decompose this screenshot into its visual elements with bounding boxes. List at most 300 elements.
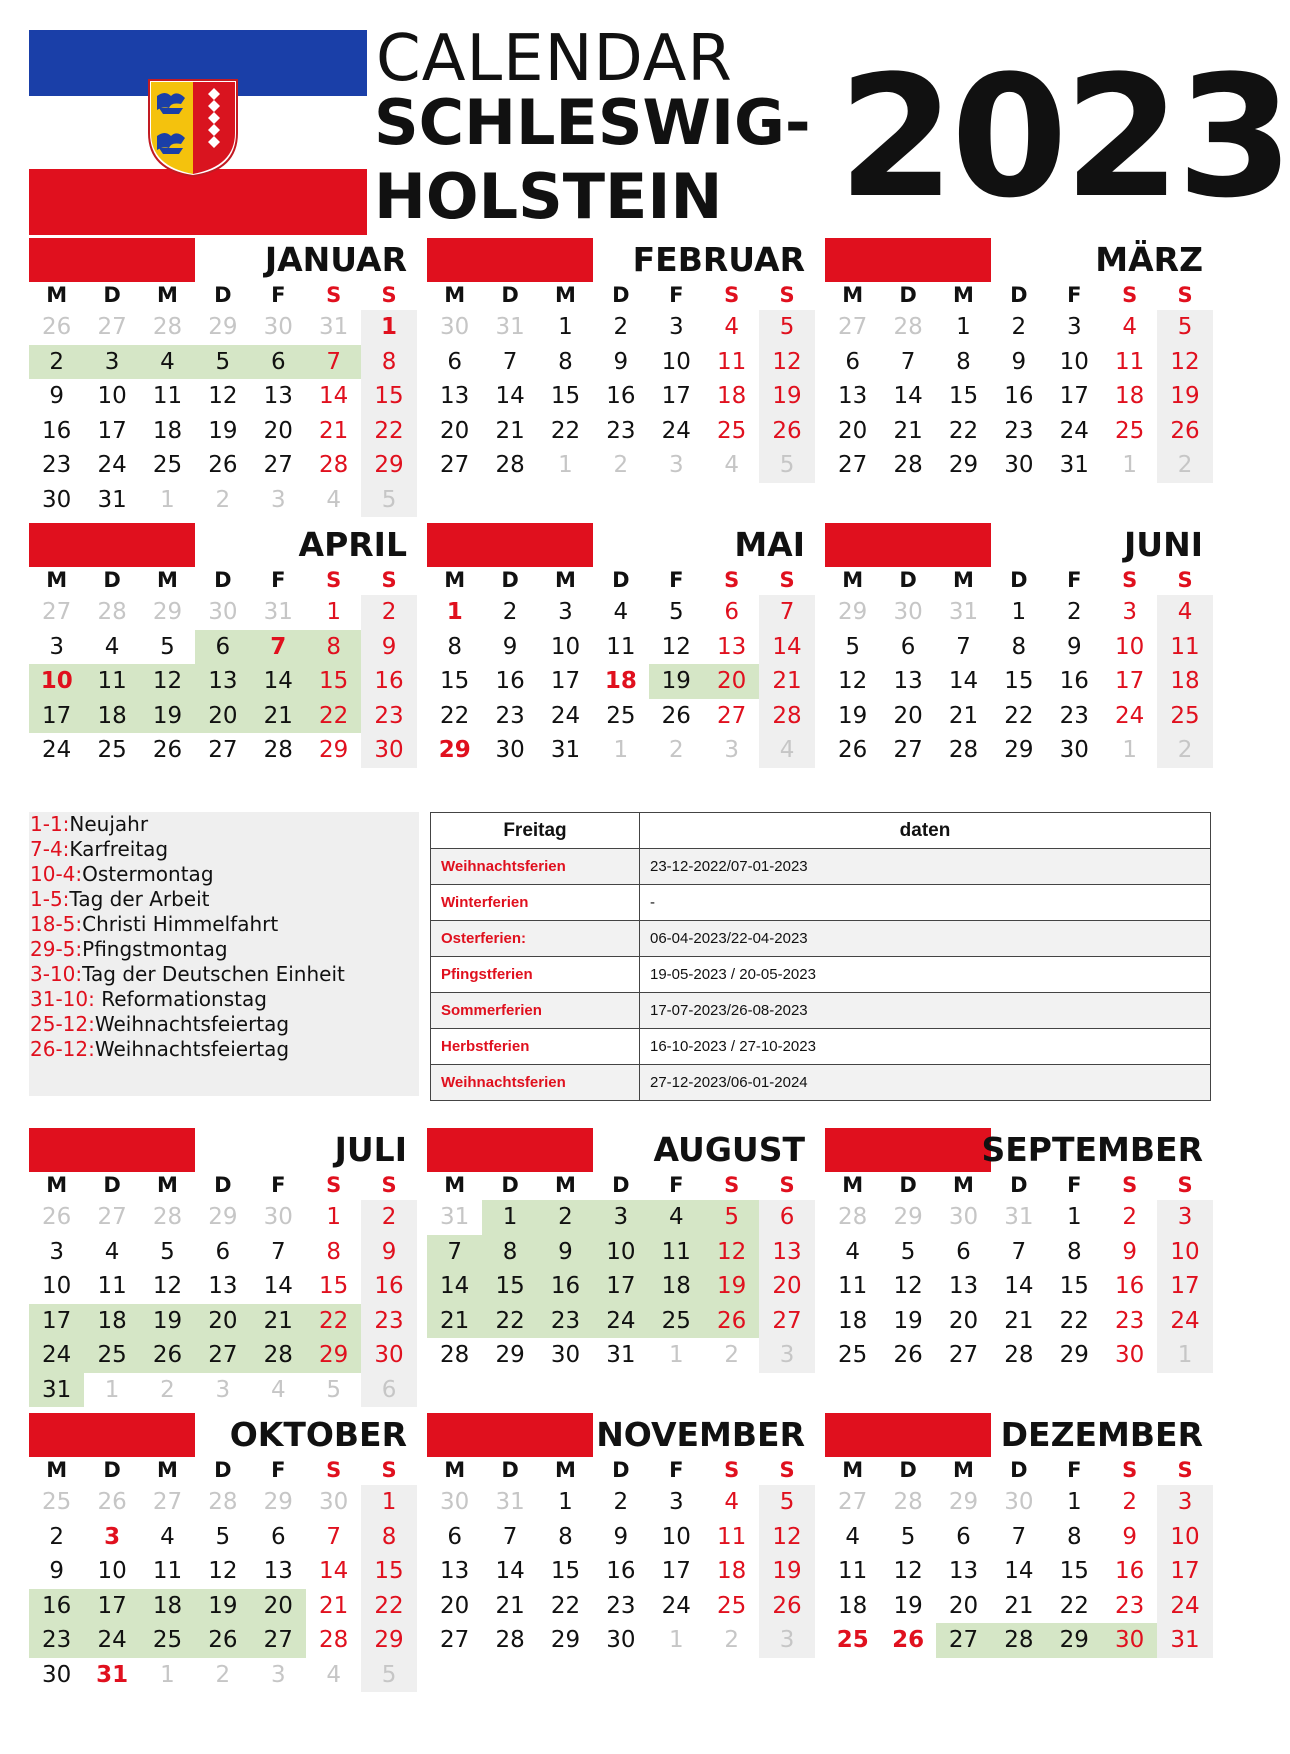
day-cell: 30 xyxy=(1102,1623,1157,1658)
day-cell-other-month: 1 xyxy=(104,1376,120,1403)
weekday-label: F xyxy=(1067,568,1082,592)
day-cell: 4 xyxy=(160,1523,175,1550)
day-cell: 24 xyxy=(550,702,581,729)
schleswig-holstein-flag xyxy=(29,30,367,235)
day-cell: 5 xyxy=(668,599,684,625)
day-cell: 30 xyxy=(1115,1342,1145,1368)
flag-red-stripe xyxy=(29,169,367,235)
day-cell: 29 xyxy=(1004,737,1034,763)
day-cell: 12 xyxy=(661,633,691,660)
day-cell: 16 xyxy=(538,1269,593,1304)
day-cell: 7 xyxy=(502,348,518,375)
day-cell: 17 xyxy=(1157,1269,1212,1304)
day-cell: 10 xyxy=(97,383,127,409)
day-cell: 16 xyxy=(1004,383,1034,409)
day-cell: 22 xyxy=(306,1304,361,1339)
weekday-label: D xyxy=(1010,1173,1028,1197)
day-cell: 3 xyxy=(49,633,65,660)
day-cell: 26 xyxy=(892,1627,925,1653)
day-cell: 8 xyxy=(306,630,361,665)
month-red-bar xyxy=(825,1413,991,1457)
weekday-label: F xyxy=(1067,283,1082,307)
day-cell-other-month: 1 xyxy=(668,1627,684,1653)
day-cell: 4 xyxy=(1122,314,1137,340)
day-cell: 27 xyxy=(936,1623,991,1658)
weekday-label: D xyxy=(103,1458,121,1482)
day-cell: 15 xyxy=(306,664,361,699)
holiday-name: Weihnachtsfeiertag xyxy=(94,1012,290,1036)
day-cell: 23 xyxy=(1059,702,1089,729)
day-cell: 12 xyxy=(759,1520,814,1555)
day-cell: 8 xyxy=(361,345,416,380)
day-cell: 15 xyxy=(319,1273,349,1299)
day-cell: 29 xyxy=(550,1627,581,1653)
day-cell: 29 xyxy=(361,1623,416,1658)
month-red-bar xyxy=(825,523,991,567)
holiday-item xyxy=(29,912,419,937)
day-cell: 28 xyxy=(263,737,293,763)
day-cell-other-month: 1 xyxy=(160,486,175,513)
day-cell: 4 xyxy=(104,633,120,660)
table-row xyxy=(431,921,1211,957)
day-cell: 30 xyxy=(606,1627,636,1653)
day-cell: 2 xyxy=(613,314,629,340)
day-cell: 26 xyxy=(893,1342,923,1368)
day-cell: 23 xyxy=(1004,417,1034,444)
day-cell: 29 xyxy=(319,737,349,763)
day-cell: 9 xyxy=(613,1523,629,1550)
month-mai xyxy=(427,519,815,768)
day-cell: 28 xyxy=(893,452,923,478)
day-cell-other-month: 29 xyxy=(208,1204,238,1230)
day-cell: 2 xyxy=(1122,1204,1137,1230)
month-header xyxy=(29,1124,417,1170)
day-cell-other-month: 1 xyxy=(613,737,629,763)
month-red-bar xyxy=(29,523,195,567)
vacation-dates: - xyxy=(640,885,1211,921)
day-cell: 24 xyxy=(84,1623,139,1658)
day-cell: 14 xyxy=(1004,1273,1034,1299)
day-cell-other-month: 27 xyxy=(838,314,868,340)
day-cell: 22 xyxy=(361,1589,416,1624)
day-cell: 16 xyxy=(606,1558,636,1584)
day-cell: 17 xyxy=(550,668,581,694)
day-cell: 21 xyxy=(319,417,349,444)
day-cell: 19 xyxy=(140,1304,195,1339)
day-cell-other-month: 1 xyxy=(558,452,573,478)
day-cell: 12 xyxy=(893,1273,923,1299)
day-cell: 22 xyxy=(550,1592,581,1619)
day-cell-other-month: 1 xyxy=(1157,1338,1212,1373)
day-cell: 22 xyxy=(361,414,416,449)
day-cell: 8 xyxy=(447,633,463,660)
vacation-name: Weihnachtsferien xyxy=(431,849,640,885)
holiday-date: 10-4: xyxy=(30,862,83,886)
holiday-name: Neujahr xyxy=(69,812,149,836)
weekday-label: M xyxy=(46,283,68,307)
day-cell: 2 xyxy=(49,1523,65,1550)
day-cell: 20 xyxy=(195,1304,250,1339)
weekday-label: D xyxy=(899,283,917,307)
day-cell: 2 xyxy=(1122,1489,1137,1515)
month-red-bar xyxy=(29,238,195,282)
weekday-label: M xyxy=(953,568,974,592)
day-cell: 27 xyxy=(948,1342,979,1368)
day-cell: 17 xyxy=(1059,383,1089,409)
day-cell: 22 xyxy=(1059,1307,1089,1334)
day-cell: 22 xyxy=(1059,1592,1089,1619)
day-cell: 19 xyxy=(759,1554,814,1589)
day-cell: 4 xyxy=(724,1489,739,1515)
day-cell-other-month: 1 xyxy=(160,1661,175,1688)
day-cell: 3 xyxy=(593,1200,648,1235)
weekday-label: D xyxy=(103,1173,121,1197)
day-cell: 31 xyxy=(97,486,127,513)
day-cell: 16 xyxy=(361,664,416,699)
day-cell: 27 xyxy=(251,1623,306,1658)
month-header xyxy=(29,234,417,280)
day-cell: 7 xyxy=(251,630,306,665)
day-cell: 11 xyxy=(838,1558,868,1584)
vacation-name: Herbstferien xyxy=(431,1029,640,1065)
weekday-label: S xyxy=(724,283,740,307)
day-cell-other-month: 1 xyxy=(668,1342,684,1368)
day-cell: 24 xyxy=(29,1338,84,1373)
day-cell: 14 xyxy=(948,668,979,694)
day-cell: 9 xyxy=(502,633,518,660)
day-cell: 6 xyxy=(195,630,250,665)
day-cell-other-month: 28 xyxy=(152,1204,183,1230)
weekday-label: S xyxy=(779,1173,795,1197)
day-cell: 14 xyxy=(495,383,525,409)
state-title: SCHLESWIG-HOLSTEIN xyxy=(374,86,811,233)
day-cell: 26 xyxy=(1157,414,1212,449)
day-cell: 24 xyxy=(97,452,127,478)
day-cell-other-month: 6 xyxy=(361,1373,416,1408)
day-cell-other-month: 31 xyxy=(495,1489,525,1515)
vacation-dates: 16-10-2023 / 27-10-2023 xyxy=(640,1029,1211,1065)
month-header xyxy=(825,1409,1213,1455)
day-cell: 29 xyxy=(948,452,979,478)
day-cell: 1 xyxy=(956,314,971,340)
day-cell: 14 xyxy=(263,1273,293,1299)
day-cell: 22 xyxy=(1004,702,1034,729)
day-cell: 31 xyxy=(96,1661,129,1688)
day-cell: 11 xyxy=(1115,348,1145,375)
day-cell: 1 xyxy=(1066,1489,1082,1515)
day-cell: 13 xyxy=(440,1558,470,1584)
day-cell: 30 xyxy=(1004,452,1034,478)
day-cell: 11 xyxy=(838,1273,868,1299)
day-cell: 9 xyxy=(538,1235,593,1270)
weekday-label: D xyxy=(612,283,630,307)
day-cell: 11 xyxy=(649,1235,704,1270)
day-cell: 9 xyxy=(1122,1523,1137,1550)
day-grid xyxy=(427,1455,815,1658)
day-cell: 25 xyxy=(97,737,127,763)
day-cell: 12 xyxy=(838,668,868,694)
day-cell: 3 xyxy=(558,599,573,625)
day-cell: 22 xyxy=(550,417,581,444)
month-name: AUGUST xyxy=(653,1130,805,1169)
day-cell: 29 xyxy=(495,1342,525,1368)
weekday-label: D xyxy=(214,1458,232,1482)
day-cell: 15 xyxy=(440,668,470,694)
day-cell: 1 xyxy=(558,314,573,340)
day-cell-other-month: 1 xyxy=(1122,452,1137,478)
table-row xyxy=(431,993,1211,1029)
day-grid xyxy=(825,280,1213,483)
day-cell-other-month: 2 xyxy=(160,1376,175,1403)
weekday-label: D xyxy=(1010,1458,1028,1482)
day-cell: 11 xyxy=(1157,630,1212,665)
day-cell: 8 xyxy=(1066,1238,1082,1265)
day-cell: 30 xyxy=(42,1661,72,1688)
day-cell-other-month: 30 xyxy=(440,314,470,340)
month-april xyxy=(29,519,417,768)
month-header xyxy=(825,1124,1213,1170)
day-cell: 17 xyxy=(29,1304,84,1339)
month-januar xyxy=(29,234,417,517)
day-cell: 4 xyxy=(104,1238,120,1265)
day-cell-other-month: 2 xyxy=(724,1627,739,1653)
day-cell: 28 xyxy=(948,737,979,763)
day-cell: 20 xyxy=(893,702,923,729)
day-cell: 22 xyxy=(948,417,979,444)
day-cell: 3 xyxy=(49,1238,65,1265)
day-cell: 7 xyxy=(900,348,916,375)
day-cell: 8 xyxy=(1011,633,1027,660)
day-cell: 13 xyxy=(263,1558,293,1584)
day-cell: 7 xyxy=(1011,1238,1027,1265)
day-cell: 26 xyxy=(838,737,868,763)
weekday-label: S xyxy=(724,1173,740,1197)
day-cell: 28 xyxy=(251,1338,306,1373)
day-cell: 15 xyxy=(361,1554,416,1589)
day-cell: 7 xyxy=(956,633,971,660)
day-cell-other-month: 5 xyxy=(759,448,814,483)
day-cell: 17 xyxy=(1115,668,1145,694)
day-cell-other-month: 28 xyxy=(893,314,923,340)
vacation-name: Weihnachtsferien xyxy=(431,1065,640,1101)
day-cell: 14 xyxy=(893,383,923,409)
weekday-label: F xyxy=(271,568,286,592)
day-cell-other-month: 4 xyxy=(326,1661,341,1688)
calendar-title: CALENDAR xyxy=(376,22,733,96)
day-cell-other-month: 3 xyxy=(668,452,684,478)
weekday-label: M xyxy=(953,1458,974,1482)
day-cell: 9 xyxy=(613,348,629,375)
vacation-name: Pfingstferien xyxy=(431,957,640,993)
day-cell: 11 xyxy=(152,1558,183,1584)
weekday-label: D xyxy=(214,283,232,307)
day-cell: 18 xyxy=(717,383,747,409)
day-cell: 6 xyxy=(956,1238,971,1265)
day-cell: 27 xyxy=(195,1338,250,1373)
day-grid xyxy=(29,1455,417,1692)
day-cell: 13 xyxy=(440,383,470,409)
day-cell: 15 xyxy=(1059,1273,1089,1299)
day-cell: 17 xyxy=(29,699,84,734)
day-grid xyxy=(427,280,815,483)
month-name: MÄRZ xyxy=(1095,240,1203,279)
day-cell: 28 xyxy=(991,1623,1046,1658)
day-cell: 1 xyxy=(361,310,416,345)
day-cell: 15 xyxy=(550,1558,581,1584)
day-cell-other-month: 28 xyxy=(893,1489,923,1515)
day-cell: 11 xyxy=(717,348,747,375)
day-cell: 16 xyxy=(361,1269,416,1304)
weekday-label: D xyxy=(501,568,519,592)
day-cell: 25 xyxy=(140,1623,195,1658)
table-row xyxy=(431,1065,1211,1101)
day-cell: 25 xyxy=(838,1342,868,1368)
table-row xyxy=(431,957,1211,993)
day-cell: 13 xyxy=(195,664,250,699)
day-cell: 3 xyxy=(1066,314,1082,340)
day-cell: 9 xyxy=(49,383,65,409)
school-holidays-table xyxy=(430,812,1211,1101)
day-cell: 24 xyxy=(1157,1589,1212,1624)
day-cell: 20 xyxy=(440,417,470,444)
day-cell: 6 xyxy=(215,1238,231,1265)
day-cell: 1 xyxy=(482,1200,537,1235)
day-cell: 15 xyxy=(948,383,979,409)
day-cell: 25 xyxy=(606,702,636,729)
day-cell: 21 xyxy=(251,699,306,734)
day-cell: 15 xyxy=(550,383,581,409)
day-cell: 7 xyxy=(270,1238,286,1265)
day-cell-other-month: 30 xyxy=(263,1204,293,1230)
weekday-label: M xyxy=(444,568,466,592)
day-cell: 19 xyxy=(893,1592,923,1619)
coat-of-arms-icon xyxy=(147,78,239,178)
day-cell: 21 xyxy=(319,1592,349,1619)
day-cell-other-month: 2 xyxy=(1157,448,1212,483)
day-cell: 8 xyxy=(482,1235,537,1270)
weekday-label: D xyxy=(501,283,519,307)
day-cell: 15 xyxy=(1059,1558,1089,1584)
weekday-label: F xyxy=(669,1458,684,1482)
day-cell: 23 xyxy=(361,699,416,734)
weekday-label: M xyxy=(157,283,178,307)
holiday-item xyxy=(29,937,419,962)
day-cell: 4 xyxy=(845,1238,861,1265)
day-cell: 21 xyxy=(1004,1592,1034,1619)
day-cell: 10 xyxy=(1059,348,1089,375)
weekday-label: F xyxy=(1067,1173,1082,1197)
day-cell-other-month: 30 xyxy=(893,599,923,625)
day-cell: 9 xyxy=(1122,1238,1137,1265)
day-cell: 2 xyxy=(502,599,518,625)
holiday-item xyxy=(29,862,419,887)
holiday-name: Karfreitag xyxy=(69,837,169,861)
day-cell: 14 xyxy=(251,664,306,699)
day-cell: 2 xyxy=(538,1200,593,1235)
weekday-label: M xyxy=(555,1173,576,1197)
month-märz xyxy=(825,234,1213,483)
day-cell-other-month: 3 xyxy=(724,737,739,763)
month-header xyxy=(825,234,1213,280)
day-cell: 18 xyxy=(84,699,139,734)
public-holidays-list xyxy=(29,812,419,1096)
day-cell: 27 xyxy=(838,452,868,478)
month-name: FEBRUAR xyxy=(632,240,805,279)
holiday-name: Ostermontag xyxy=(82,862,214,886)
day-cell: 15 xyxy=(361,379,416,414)
day-grid xyxy=(29,280,417,517)
day-cell: 20 xyxy=(195,699,250,734)
holiday-name: Tag der Deutschen Einheit xyxy=(82,962,345,986)
holiday-date: 1-1: xyxy=(30,812,70,836)
month-name: APRIL xyxy=(298,525,407,564)
weekday-label: F xyxy=(271,1173,286,1197)
day-cell: 10 xyxy=(661,1523,691,1550)
weekday-label: D xyxy=(103,568,121,592)
weekday-label: S xyxy=(326,1458,342,1482)
day-cell: 17 xyxy=(1157,1554,1212,1589)
day-cell: 16 xyxy=(29,1589,84,1624)
day-cell: 31 xyxy=(550,737,581,763)
day-cell-other-month: 26 xyxy=(97,1489,127,1515)
day-cell: 14 xyxy=(319,383,349,409)
day-cell: 20 xyxy=(759,1269,814,1304)
day-cell: 23 xyxy=(606,1592,636,1619)
day-cell: 20 xyxy=(440,1592,470,1619)
day-cell-other-month: 2 xyxy=(215,1661,231,1688)
vacation-dates: 27-12-2023/06-01-2024 xyxy=(640,1065,1211,1101)
day-cell: 27 xyxy=(440,1627,470,1653)
weekday-label: M xyxy=(46,568,68,592)
day-cell: 31 xyxy=(606,1342,636,1368)
month-red-bar xyxy=(825,238,991,282)
day-cell-other-month: 29 xyxy=(948,1489,979,1515)
weekday-label: S xyxy=(1177,568,1193,592)
day-cell: 2 xyxy=(1011,314,1027,340)
day-cell: 15 xyxy=(1004,668,1034,694)
day-cell: 2 xyxy=(361,1200,416,1235)
day-cell: 2 xyxy=(1066,599,1082,625)
weekday-label: S xyxy=(1122,283,1138,307)
vacation-dates: 17-07-2023/26-08-2023 xyxy=(640,993,1211,1029)
day-cell: 8 xyxy=(361,1520,416,1555)
day-cell-other-month: 4 xyxy=(724,452,739,478)
day-cell: 26 xyxy=(759,414,814,449)
day-cell: 18 xyxy=(838,1307,868,1334)
vacation-name: Osterferien: xyxy=(431,921,640,957)
weekday-label: F xyxy=(271,283,286,307)
day-cell: 18 xyxy=(838,1592,868,1619)
day-cell: 28 xyxy=(440,1342,470,1368)
holiday-date: 3-10: xyxy=(30,962,83,986)
weekday-label: S xyxy=(1177,283,1193,307)
weekday-label: D xyxy=(612,1458,630,1482)
weekday-label: M xyxy=(444,1458,466,1482)
vacation-dates: 19-05-2023 / 20-05-2023 xyxy=(640,957,1211,993)
day-cell-other-month: 29 xyxy=(152,599,183,625)
month-name: JANUAR xyxy=(264,240,407,279)
day-cell: 7 xyxy=(326,1523,341,1550)
day-cell: 28 xyxy=(759,699,814,734)
day-cell: 6 xyxy=(251,345,306,380)
day-cell: 9 xyxy=(361,630,416,665)
day-cell: 8 xyxy=(326,1238,341,1265)
day-cell: 16 xyxy=(495,668,525,694)
day-cell: 19 xyxy=(649,664,704,699)
day-cell-other-month: 28 xyxy=(97,599,127,625)
weekday-label: M xyxy=(555,568,576,592)
day-cell: 23 xyxy=(538,1304,593,1339)
